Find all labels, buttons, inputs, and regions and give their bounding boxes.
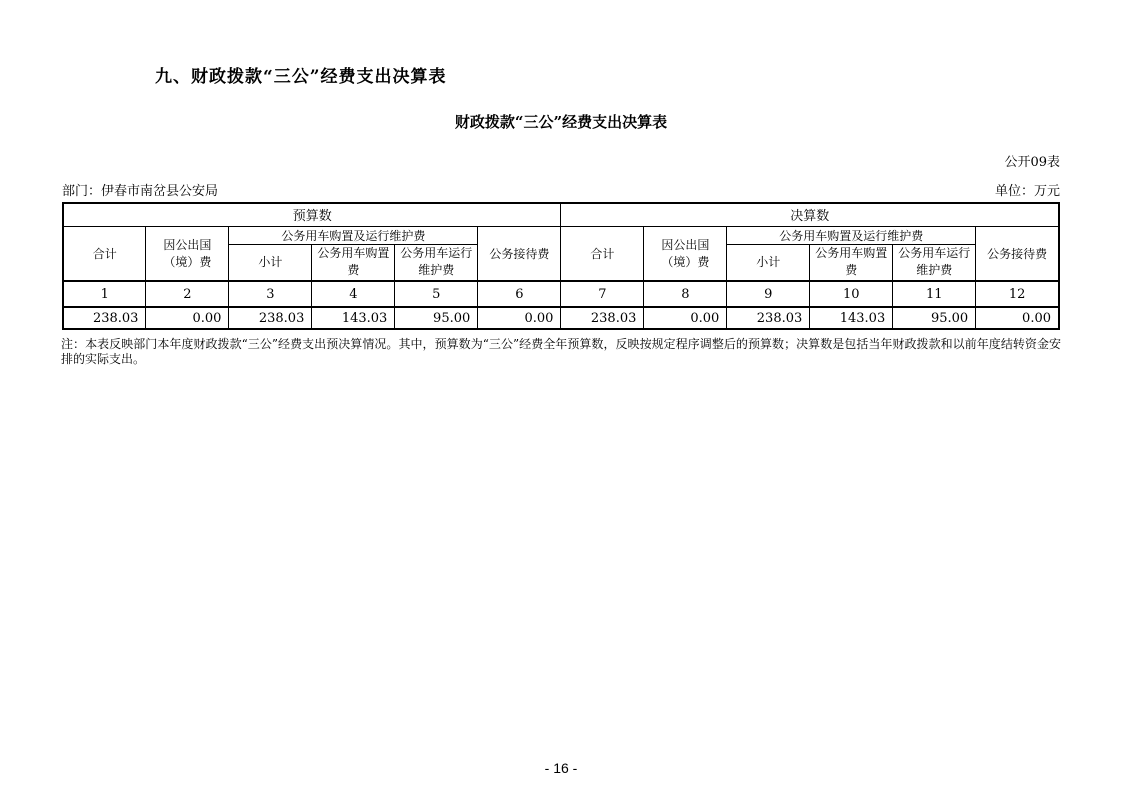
- form-code: 公开09表: [1004, 155, 1060, 170]
- column-number: 8: [644, 281, 727, 307]
- value-cell: 143.03: [810, 307, 893, 329]
- value-cell: 0.00: [976, 307, 1059, 329]
- value-cell: 0.00: [478, 307, 561, 329]
- value-cell: 238.03: [63, 307, 146, 329]
- header-final-subtotal: 小计: [727, 244, 810, 281]
- header-final-vehicle-group: 公务用车购置及运行维护费: [727, 226, 976, 244]
- table-title: 财政拨款“三公”经费支出决算表: [454, 113, 668, 131]
- column-number: 12: [976, 281, 1059, 307]
- sangong-expense-table: [62, 202, 1060, 330]
- value-cell: 238.03: [727, 307, 810, 329]
- column-number: 1: [63, 281, 146, 307]
- table-row-header2: [63, 226, 1059, 244]
- column-number: 9: [727, 281, 810, 307]
- column-number: 10: [810, 281, 893, 307]
- value-cell: 238.03: [561, 307, 644, 329]
- header-final-operation: 公务用车运行维护费: [893, 244, 976, 281]
- column-number: 4: [312, 281, 395, 307]
- header-final-group: 决算数: [561, 203, 1059, 226]
- value-cell: 95.00: [893, 307, 976, 329]
- header-final-abroad: 因公出国（境）费: [644, 226, 727, 281]
- page-number: - 16 -: [544, 760, 578, 776]
- table-meta-row: [62, 180, 1060, 199]
- column-number: 6: [478, 281, 561, 307]
- column-number: 11: [893, 281, 976, 307]
- header-final-total: 合计: [561, 226, 644, 281]
- header-budget-reception: 公务接待费: [478, 226, 561, 281]
- column-number: 3: [229, 281, 312, 307]
- header-budget-operation: 公务用车运行维护费: [395, 244, 478, 281]
- column-number: 2: [146, 281, 229, 307]
- table-row-groups: [63, 203, 1059, 226]
- department-label: 部门：伊春市南岔县公安局: [62, 184, 219, 199]
- section-heading: 九、财政拨款“三公”经费支出决算表: [155, 67, 447, 87]
- value-cell: 238.03: [229, 307, 312, 329]
- value-cell: 143.03: [312, 307, 395, 329]
- column-number: 7: [561, 281, 644, 307]
- header-final-purchase: 公务用车购置费: [810, 244, 893, 281]
- value-cell: 95.00: [395, 307, 478, 329]
- value-cell: 0.00: [644, 307, 727, 329]
- header-budget-vehicle-group: 公务用车购置及运行维护费: [229, 226, 478, 244]
- header-budget-purchase: 公务用车购置费: [312, 244, 395, 281]
- unit-label: 单位：万元: [994, 184, 1060, 199]
- header-budget-group: 预算数: [63, 203, 561, 226]
- column-number: 5: [395, 281, 478, 307]
- table-row-data: [63, 307, 1059, 329]
- value-cell: 0.00: [146, 307, 229, 329]
- table-footnote: 注：本表反映部门本年度财政拨款“三公”经费支出预决算情况。其中，预算数为“三公”经费全年预算数，反映按规定程序调整后的预算数；决算数是包括当年财政拨款和以前年度结转资金安排的实际支出。: [61, 337, 1061, 366]
- header-budget-abroad: 因公出国（境）费: [146, 226, 229, 281]
- header-budget-total: 合计: [63, 226, 146, 281]
- table-row-column-numbers: [63, 281, 1059, 307]
- header-budget-subtotal: 小计: [229, 244, 312, 281]
- header-final-reception: 公务接待费: [976, 226, 1059, 281]
